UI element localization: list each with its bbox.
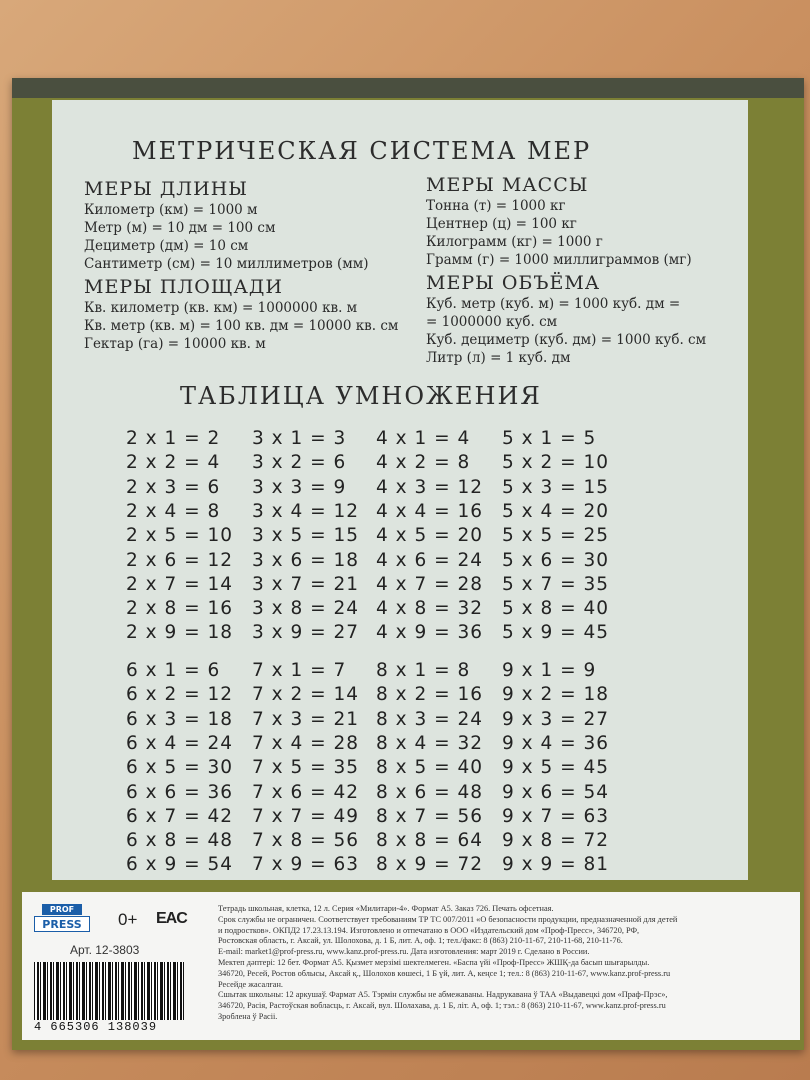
logo-prof-text: PROF — [42, 904, 82, 915]
multiplication-entry: 8 x 8 = 64 — [376, 830, 484, 852]
multiplication-entry: 4 x 2 = 8 — [376, 452, 471, 474]
volume-line: Куб. метр (куб. м) = 1000 куб. дм = — [426, 296, 681, 312]
multiplication-entry: 2 x 6 = 12 — [126, 549, 234, 571]
multiplication-title: ТАБЛИЦА УМНОЖЕНИЯ — [180, 382, 542, 410]
multiplication-entry: 6 x 7 = 42 — [126, 805, 234, 827]
cover-top-edge — [12, 78, 804, 98]
multiplication-entry: 3 x 5 = 15 — [252, 525, 360, 547]
multiplication-entry: 2 x 3 = 6 — [126, 476, 221, 498]
multiplication-entry: 5 x 6 = 30 — [502, 549, 610, 571]
multiplication-entry: 7 x 6 = 42 — [252, 781, 360, 803]
multiplication-entry: 6 x 1 = 6 — [126, 660, 221, 681]
multiplication-entry: 8 x 7 = 56 — [376, 805, 484, 827]
multiplication-entry: 2 x 9 = 18 — [126, 622, 234, 644]
article-number: Арт. 12-3803 — [70, 943, 140, 957]
multiplication-entry: 8 x 2 = 16 — [376, 684, 484, 706]
multiplication-entry: 8 x 9 = 72 — [376, 854, 484, 876]
multiplication-entry: 3 x 4 = 12 — [252, 500, 360, 522]
multiplication-entry: 9 x 6 = 54 — [502, 781, 610, 803]
multiplication-entry: 7 x 5 = 35 — [252, 757, 360, 779]
area-title: МЕРЫ ПЛОЩАДИ — [84, 276, 283, 298]
barcode-number: 4 665306 138039 — [34, 1020, 158, 1034]
multiplication-entry: 2 x 7 = 14 — [126, 573, 234, 595]
multiplication-entry: 4 x 5 = 20 — [376, 525, 484, 547]
multiplication-entry: 4 x 3 = 12 — [376, 476, 484, 498]
multiplication-entry: 5 x 4 = 20 — [502, 500, 610, 522]
metric-system-title: МЕТРИЧЕСКАЯ СИСТЕМА МЕР — [132, 137, 592, 165]
mass-line: Центнер (ц) = 100 кг — [426, 216, 577, 232]
multiplication-entry: 6 x 5 = 30 — [126, 757, 234, 779]
multiplication-entry: 6 x 4 = 24 — [126, 732, 234, 754]
multiplication-entry: 7 x 2 = 14 — [252, 684, 360, 706]
multiplication-entry: 5 x 3 = 15 — [502, 476, 610, 498]
info-line: Сшытак школьны: 12 аркушаў. Фармат А5. Тэрмін службы не абмежаваны. Надрукавана ў ТАА «Выдавецкі дом «Праф-Прэс», — [218, 990, 668, 1000]
volume-line: Куб. дециметр (куб. дм) = 1000 куб. см — [426, 332, 707, 348]
multiplication-entry: 8 x 3 = 24 — [376, 708, 484, 730]
multiplication-entry: 9 x 4 = 36 — [502, 732, 610, 754]
volume-title: МЕРЫ ОБЪЁМА — [426, 272, 601, 294]
length-line: Сантиметр (см) = 10 миллиметров (мм) — [84, 256, 369, 272]
mass-line: Тонна (т) = 1000 кг — [426, 198, 566, 214]
eac-mark: EAC — [156, 910, 187, 927]
info-line: E-mail: market1@prof-press.ru, www.kanz.prof-press.ru. Дата изготовления: март 2019 г. Сделано в России. — [218, 947, 590, 957]
info-line: Тетрадь школьная, клетка, 12 л. Серия «Милитари-4». Формат А5. Заказ 726. Печать офсетная. — [218, 904, 554, 913]
multiplication-entry: 3 x 1 = 3 — [252, 428, 347, 449]
multiplication-entry: 4 x 8 = 32 — [376, 598, 484, 620]
info-line: Срок службы не ограничен. Соответствует требованиям ТР ТС 007/2011 «О безопасности продукции, предназначенной для детей — [218, 914, 678, 924]
volume-line: Литр (л) = 1 куб. дм — [426, 350, 571, 366]
info-line: 346720, Расія, Растоўская вобласць, г. Аксай, вул. Шолахава, д. 1 Б, літ. А, оф. 1; тэл.: 8 (863) 210-11-67, www.kanz.prof-press.ru — [218, 1001, 666, 1011]
prof-press-logo — [34, 904, 90, 934]
info-line: Зроблена ў Расіі. — [218, 1011, 278, 1021]
info-line: Мектеп дәптері: 12 бет. Формат А5. Қызмет мерзімі шектелмеген. «Баспа үйі «Проф-Пресс» ЖШҚ-да басып шығарылды. — [218, 957, 650, 967]
multiplication-entry: 9 x 8 = 72 — [502, 830, 610, 852]
multiplication-entry: 6 x 9 = 54 — [126, 854, 234, 876]
multiplication-entry: 6 x 2 = 12 — [126, 684, 234, 706]
multiplication-entry: 7 x 3 = 21 — [252, 708, 360, 730]
multiplication-entry: 5 x 2 = 10 — [502, 452, 610, 474]
area-line: Кв. километр (кв. км) = 1000000 кв. м — [84, 300, 358, 316]
mass-line: Килограмм (кг) = 1000 г — [426, 234, 603, 250]
multiplication-entry: 9 x 2 = 18 — [502, 684, 610, 706]
multiplication-entry: 8 x 1 = 8 — [376, 660, 471, 681]
volume-line: = 1000000 куб. см — [426, 314, 558, 330]
mass-title: МЕРЫ МАССЫ — [426, 174, 589, 196]
length-line: Метр (м) = 10 дм = 100 см — [84, 220, 276, 236]
multiplication-entry: 5 x 7 = 35 — [502, 573, 610, 595]
multiplication-entry: 6 x 6 = 36 — [126, 781, 234, 803]
multiplication-entry: 3 x 2 = 6 — [252, 452, 347, 474]
info-line: Ростовская область, г. Аксай, ул. Шолохова, д. 1 Б, лит. А, оф. 1; тел./факс: 8 (863) 210-11-67, 210-11-68, 210-11-76. — [218, 936, 623, 946]
multiplication-entry: 4 x 9 = 36 — [376, 622, 484, 644]
area-line: Гектар (га) = 10000 кв. м — [84, 336, 266, 352]
multiplication-entry: 2 x 1 = 2 — [126, 428, 221, 449]
multiplication-entry: 5 x 9 = 45 — [502, 622, 610, 644]
multiplication-entry: 4 x 4 = 16 — [376, 500, 484, 522]
mass-line: Грамм (г) = 1000 миллиграммов (мг) — [426, 252, 692, 268]
info-line: и подростков». ОКПД2 17.23.13.194. Изготовлено и отпечатано в ООО «Издательский дом «Проф-Пресс», 346720, РФ, — [218, 925, 640, 935]
multiplication-entry: 5 x 1 = 5 — [502, 428, 597, 449]
multiplication-entry: 7 x 7 = 49 — [252, 805, 360, 827]
multiplication-entry: 6 x 8 = 48 — [126, 830, 234, 852]
multiplication-entry: 3 x 9 = 27 — [252, 622, 360, 644]
multiplication-entry: 9 x 3 = 27 — [502, 708, 610, 730]
multiplication-entry: 2 x 4 = 8 — [126, 500, 221, 522]
multiplication-entry: 9 x 1 = 9 — [502, 660, 597, 681]
info-line: Ресейде жасалған. — [218, 979, 283, 989]
multiplication-entry: 7 x 4 = 28 — [252, 732, 360, 754]
multiplication-entry: 6 x 3 = 18 — [126, 708, 234, 730]
product-info — [218, 904, 778, 1023]
multiplication-entry: 2 x 8 = 16 — [126, 598, 234, 620]
age-rating: 0+ — [118, 910, 138, 929]
multiplication-entry: 8 x 5 = 40 — [376, 757, 484, 779]
multiplication-entry: 7 x 8 = 56 — [252, 830, 360, 852]
multiplication-entry: 3 x 8 = 24 — [252, 598, 360, 620]
barcode — [34, 962, 184, 1020]
length-title: МЕРЫ ДЛИНЫ — [84, 178, 248, 200]
multiplication-entry: 2 x 2 = 4 — [126, 452, 221, 474]
multiplication-entry: 3 x 6 = 18 — [252, 549, 360, 571]
multiplication-entry: 4 x 7 = 28 — [376, 573, 484, 595]
multiplication-entry: 4 x 6 = 24 — [376, 549, 484, 571]
multiplication-entry: 9 x 9 = 81 — [502, 854, 610, 876]
length-line: Дециметр (дм) = 10 см — [84, 238, 249, 254]
multiplication-entry: 5 x 5 = 25 — [502, 525, 610, 547]
area-line: Кв. метр (кв. м) = 100 кв. дм = 10000 кв. см — [84, 318, 399, 334]
multiplication-entry: 9 x 5 = 45 — [502, 757, 610, 779]
multiplication-entry: 3 x 3 = 9 — [252, 476, 347, 498]
multiplication-entry: 4 x 1 = 4 — [376, 428, 471, 449]
multiplication-entry: 2 x 5 = 10 — [126, 525, 234, 547]
multiplication-entry: 5 x 8 = 40 — [502, 598, 610, 620]
info-line: 346720, Ресей, Ростов облысы, Аксай қ., Шолохов көшесі, 1 Б үй, лит. А, кеңсе 1; тел.: 8 (863) 210-11-67, www.kanz.prof-press.ru — [218, 968, 671, 978]
multiplication-entry: 9 x 7 = 63 — [502, 805, 610, 827]
multiplication-entry: 8 x 4 = 32 — [376, 732, 484, 754]
multiplication-entry: 7 x 9 = 63 — [252, 854, 360, 876]
multiplication-entry: 7 x 1 = 7 — [252, 660, 347, 681]
multiplication-entry: 3 x 7 = 21 — [252, 573, 360, 595]
multiplication-entry: 8 x 6 = 48 — [376, 781, 484, 803]
logo-press-text: PRESS — [34, 916, 90, 932]
length-line: Километр (км) = 1000 м — [84, 202, 258, 218]
